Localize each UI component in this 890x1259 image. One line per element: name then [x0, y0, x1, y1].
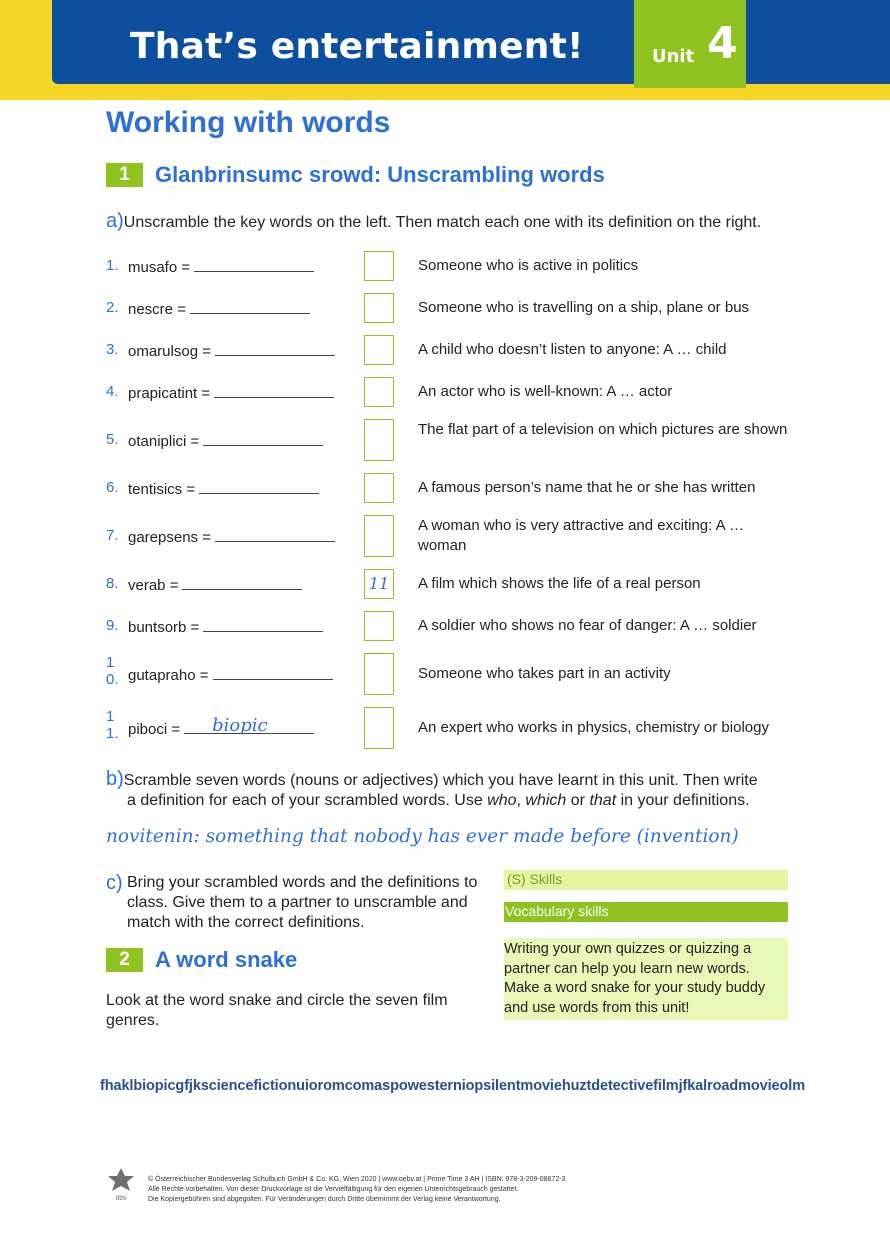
answer-line[interactable] — [203, 617, 323, 632]
match-box[interactable] — [364, 293, 394, 323]
scrambled-word — [128, 665, 333, 684]
match-box[interactable] — [364, 515, 394, 557]
definition: A film which shows the life of a real person — [418, 575, 701, 592]
scrambled-word-text: garepsens = — [128, 529, 211, 546]
match-box[interactable] — [364, 707, 394, 749]
scrambled-word — [128, 299, 310, 318]
footer-copyright — [148, 1175, 708, 1205]
logo-text: öbv — [115, 1195, 127, 1202]
handwritten-example: novitenin: something that nobody has ever made before (invention) — [106, 826, 739, 847]
skills-label: (S) Skills — [507, 871, 563, 887]
scrambled-word-text: piboci = — [128, 721, 181, 738]
match-box[interactable] — [364, 251, 394, 281]
section-1-number: 1 — [106, 163, 143, 187]
task-c-text: Bring your scrambled words and the definitions to class. Give them to a partner to unscramble and match with the correct definitions. — [127, 874, 478, 931]
answer-line[interactable] — [214, 383, 334, 398]
section-2-instruction: Look at the word snake and circle the seven film genres. — [106, 992, 448, 1029]
unit-number: 4 — [707, 18, 738, 69]
item-number: 7. — [106, 527, 119, 544]
match-box[interactable] — [364, 335, 394, 365]
match-box-value: 11 — [368, 574, 390, 593]
task-b-which: which — [525, 792, 567, 809]
item-number: 9. — [106, 617, 119, 634]
task-b — [106, 769, 806, 811]
answer-line[interactable] — [215, 527, 335, 542]
footer-line-3: Die Kopiergebühren sind abgegolten. Für Veränderungen durch Dritte übernimmt der Verlag keine Verantwortung. — [148, 1196, 501, 1203]
skills-tip: Writing your own quizzes or quizzing a partner can help you learn new words. Make a word snake for your study buddy and use words from this unit! — [504, 941, 766, 1016]
scrambled-word — [128, 341, 335, 360]
answer-line[interactable] — [190, 299, 310, 314]
scrambled-word-text: nescre = — [128, 301, 186, 318]
definition: A child who doesn’t listen to anyone: A … child — [418, 341, 727, 358]
definition: Someone who is active in politics — [418, 257, 639, 274]
answer-line[interactable] — [184, 715, 314, 736]
task-b-text-2b: in your definitions. — [616, 792, 750, 809]
answer-line[interactable] — [199, 479, 319, 494]
footer-line-2: Alle Rechte vorbehalten. Von dieser Druckvorlage ist die Vervielfältigung für den eigenen Unterrichtsgebrauch gestattet. — [148, 1186, 519, 1193]
task-b-comma: , — [516, 792, 526, 809]
answer-line[interactable] — [203, 431, 323, 446]
scrambled-word — [128, 527, 335, 546]
definition: A soldier who shows no fear of danger: A … soldier — [418, 617, 757, 634]
scrambled-word — [128, 257, 314, 276]
definition: Someone who is travelling on a ship, plane or bus — [418, 299, 750, 316]
answer-line[interactable] — [215, 341, 335, 356]
task-b-that: that — [589, 792, 617, 809]
task-c-letter: c) — [106, 872, 123, 894]
scrambled-word-text: otaniplici = — [128, 433, 200, 450]
worksheet-title: That’s entertainment! — [130, 26, 584, 67]
task-b-letter: b) — [106, 768, 124, 790]
scrambled-word — [128, 715, 314, 738]
page-title: Working with words — [106, 106, 391, 139]
item-number: 4. — [106, 383, 119, 400]
scrambled-word — [128, 617, 323, 636]
match-box[interactable] — [364, 569, 394, 599]
oebv-logo-icon — [106, 1166, 136, 1202]
skills-title: Vocabulary skills — [505, 903, 609, 919]
match-box[interactable] — [364, 653, 394, 695]
item-number: 10. — [106, 654, 119, 688]
scrambled-word-text: buntsorb = — [128, 619, 200, 636]
section-2-number: 2 — [106, 948, 143, 972]
match-box[interactable] — [364, 473, 394, 503]
match-box[interactable] — [364, 611, 394, 641]
item-number: 6. — [106, 479, 119, 496]
task-a-text: Unscramble the key words on the left. Then match each one with its definition on the right. — [123, 214, 762, 231]
word-snake: fhaklbiopicgfjksciencefictionuioromcomaspowesterniopsilentmoviehuztdetectivefilmjfkalroadmovieolm — [100, 1078, 805, 1094]
section-2-title: A word snake — [155, 947, 298, 972]
match-box[interactable] — [364, 377, 394, 407]
answer-line[interactable] — [194, 257, 314, 272]
answer-text: biopic — [212, 715, 268, 736]
task-c — [106, 873, 496, 933]
task-b-text-2a: a definition for each of your scrambled words. Use — [127, 792, 488, 809]
scrambled-word-text: prapicatint = — [128, 385, 211, 402]
scrambled-word-text: musafo = — [128, 259, 191, 276]
match-box[interactable] — [364, 419, 394, 461]
answer-line[interactable] — [213, 665, 333, 680]
task-b-who: who — [487, 792, 517, 809]
scrambled-word — [128, 575, 302, 594]
definition: The flat part of a television on which pictures are shown — [418, 421, 788, 438]
definition: Someone who takes part in an activity — [418, 665, 671, 682]
task-b-or: or — [566, 792, 590, 809]
item-number: 11. — [106, 708, 119, 742]
item-number: 5. — [106, 431, 119, 448]
definition: An actor who is well-known: A … actor — [418, 383, 673, 400]
item-number: 2. — [106, 299, 119, 316]
task-a — [106, 211, 761, 233]
item-number: 3. — [106, 341, 119, 358]
scrambled-word-text: gutapraho = — [128, 667, 209, 684]
scrambled-word — [128, 383, 334, 402]
scrambled-word-text: verab = — [128, 577, 179, 594]
task-a-letter: a) — [106, 210, 124, 232]
scrambled-word — [128, 431, 323, 450]
scrambled-word-text: tentisics = — [128, 481, 196, 498]
answer-line[interactable] — [182, 575, 302, 590]
definition: A woman who is very attractive and exciting: A … woman — [418, 517, 744, 554]
definition: An expert who works in physics, chemistry or biology — [418, 719, 769, 736]
definition: A famous person’s name that he or she has written — [418, 479, 756, 496]
task-b-text-1: Scramble seven words (nouns or adjectives) which you have learnt in this unit. Then write — [123, 772, 758, 789]
footer-line-1: © Österreichischer Bundesverlag Schulbuch GmbH & Co. KG, Wien 2020 | www.oebv.at | Prime Time 3 AH | ISBN: 978-3-209-08672-3 — [148, 1176, 566, 1183]
unit-label: Unit — [652, 46, 695, 67]
section-1-title: Glanbrinsumc srowd: Unscrambling words — [155, 162, 605, 187]
scrambled-word — [128, 479, 319, 498]
item-number: 8. — [106, 575, 119, 592]
item-number: 1. — [106, 257, 119, 274]
scrambled-word-text: omarulsog = — [128, 343, 211, 360]
